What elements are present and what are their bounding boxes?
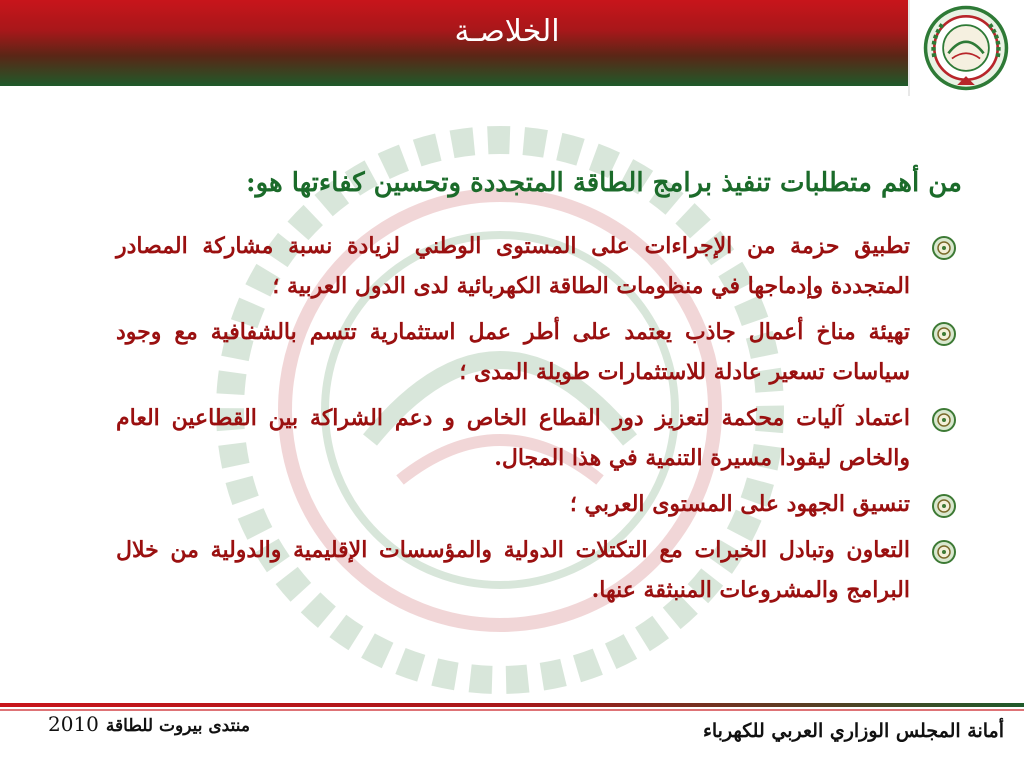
list-item xyxy=(116,398,956,478)
list-item xyxy=(116,530,956,610)
list-item xyxy=(116,312,956,392)
slide-title-wrap xyxy=(0,14,1024,49)
footer-forum xyxy=(48,712,250,737)
list-item-text: اعتماد آليات محكمة لتعزيز دور القطاع الخاص و دعم الشراكة بين القطاعين العام والخاص ليقودا مسيرة التنمية في هذا المجال. xyxy=(116,405,910,471)
seal-bullet-icon xyxy=(932,236,956,260)
main-heading: من أهم متطلبات تنفيذ برامج الطاقة المتجددة وتحسين كفاءتها هو: xyxy=(245,168,962,198)
seal-bullet-icon xyxy=(932,540,956,564)
list-item xyxy=(116,484,956,524)
seal-bullet-icon xyxy=(932,408,956,432)
seal-bullet-icon xyxy=(932,322,956,346)
list-item-text: تهيئة مناخ أعمال جاذب يعتمد على أطر عمل استثمارية تتسم بالشفافية مع وجود سياسات تسعير عادلة للاستثمارات طويلة المدى ؛ xyxy=(116,319,910,385)
slide-title: الخلاصـة xyxy=(454,14,560,49)
arab-league-emblem-icon xyxy=(922,4,1010,92)
logo-box xyxy=(908,0,1024,96)
footer-divider-thin xyxy=(0,709,1024,711)
list-item xyxy=(116,226,956,306)
requirements-list xyxy=(116,226,956,616)
footer-divider xyxy=(0,703,1024,707)
footer-forum-name: منتدى بيروت للطاقة xyxy=(105,716,250,736)
list-item-text: التعاون وتبادل الخبرات مع التكتلات الدولية والمؤسسات الإقليمية والدولية من خلال البرامج والمشروعات المنبثقة عنها. xyxy=(116,537,910,603)
seal-bullet-icon xyxy=(932,494,956,518)
footer-year: 2010 xyxy=(48,712,99,736)
footer-secretariat: أمانة المجلس الوزاري العربي للكهرباء xyxy=(702,720,1004,742)
list-item-text: تنسيق الجهود على المستوى العربي ؛ xyxy=(569,491,910,517)
list-item-text: تطبيق حزمة من الإجراءات على المستوى الوطني لزيادة نسبة مشاركة المصادر المتجددة وإدماجها في منظومات الطاقة الكهربائية لدى الدول العربية ؛ xyxy=(116,233,910,299)
